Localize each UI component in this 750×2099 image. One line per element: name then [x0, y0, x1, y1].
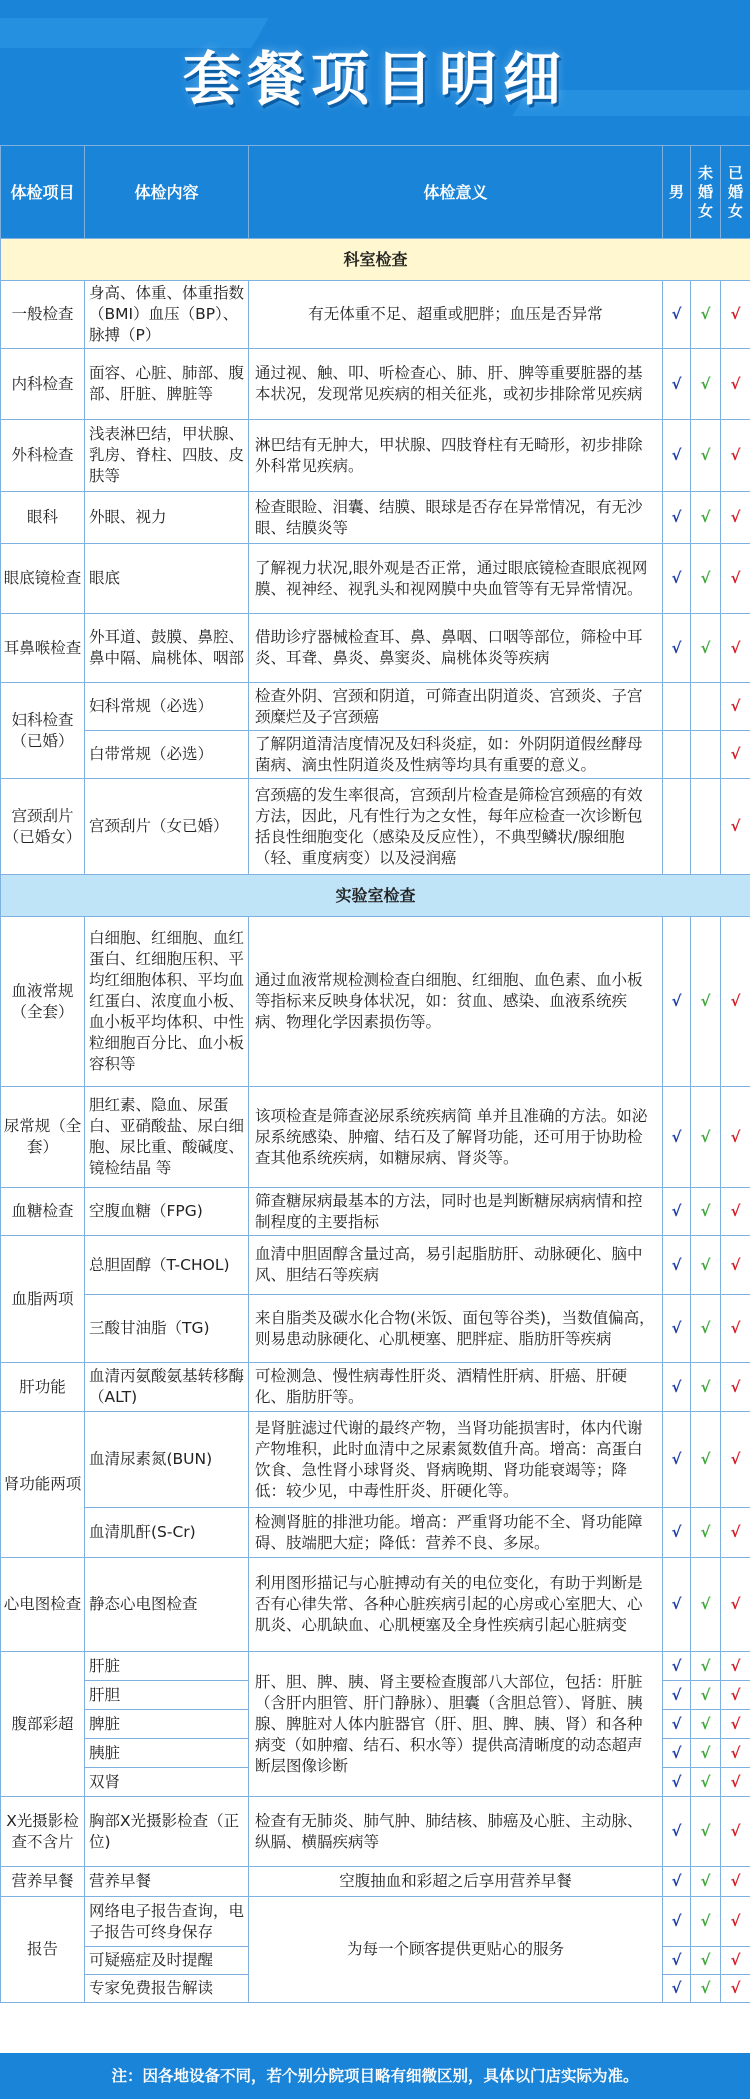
row-content: 身高、体重、体重指数（BMI）血压（BP）、脉搏（P）	[85, 281, 249, 349]
row-content: 双肾	[85, 1768, 249, 1797]
row-item: 尿常规（全套）	[1, 1087, 85, 1188]
married-check: √	[721, 917, 750, 1087]
page-title: 套餐项目明细	[182, 45, 567, 113]
table-row	[1, 492, 750, 544]
row-meaning: 了解阴道清洁度情况及妇科炎症，如：外阴阴道假丝酵母菌病、滴虫性阴道炎及性病等均具有重要的意义。	[249, 731, 663, 779]
unmarried-check: √	[691, 1412, 721, 1508]
row-item: 血液常规（全套）	[1, 917, 85, 1087]
row-content: 外眼、视力	[85, 492, 249, 544]
married-check: √	[721, 1652, 750, 1681]
row-item: X光摄影检查不含片	[1, 1797, 85, 1867]
table-row	[1, 544, 750, 614]
row-item: 血脂两项	[1, 1236, 85, 1363]
row-content: 眼底	[85, 544, 249, 614]
unmarried-check: √	[691, 1652, 721, 1681]
male-check: √	[663, 1236, 691, 1295]
row-content: 专家免费报告解读	[85, 1975, 249, 2003]
unmarried-check: √	[691, 1947, 721, 1975]
banner	[0, 0, 750, 145]
married-check: √	[721, 1768, 750, 1797]
male-check: √	[663, 1681, 691, 1710]
row-meaning: 宫颈癌的发生率很高，宫颈刮片检查是筛检宫颈癌的有效方法，因此，凡有性行为之女性，每年应检查一次诊断包括良性细胞变化（感染及反应性），不典型鳞状/腺细胞（轻、重度病变）以及浸润癌	[249, 779, 663, 875]
row-item: 眼科	[1, 492, 85, 544]
unmarried-check: √	[691, 349, 721, 420]
married-check: √	[721, 1867, 750, 1897]
male-check: √	[663, 1558, 691, 1652]
table-row	[1, 1897, 750, 1947]
unmarried-check: √	[691, 281, 721, 349]
row-content: 血清丙氨酸氨基转移酶（ALT)	[85, 1363, 249, 1412]
table-row	[1, 683, 750, 731]
married-check: √	[721, 281, 750, 349]
male-cell	[663, 683, 691, 731]
row-meaning: 为每一个顾客提供更贴心的服务	[249, 1897, 663, 2003]
section-title: 科室检查	[1, 239, 750, 281]
male-check: √	[663, 1975, 691, 2003]
table-row	[1, 349, 750, 420]
male-check: √	[663, 492, 691, 544]
row-content: 浅表淋巴结，甲状腺、乳房、脊柱、四肢、皮肤等	[85, 420, 249, 492]
row-meaning: 血清中胆固醇含量过高，易引起脂肪肝、动脉硬化、脑中风、胆结石等疾病	[249, 1236, 663, 1295]
row-meaning: 筛查糖尿病最基本的方法，同时也是判断糖尿病病情和控制程度的主要指标	[249, 1188, 663, 1236]
row-meaning: 可检测急、慢性病毒性肝炎、酒精性肝病、肝癌、肝硬化、脂肪肝等。	[249, 1363, 663, 1412]
row-content: 胸部X光摄影检查（正位)	[85, 1797, 249, 1867]
row-content: 白细胞、红细胞、血红蛋白、红细胞压积、平均红细胞体积、平均血红蛋白、浓度血小板、血小板平均体积、中性粒细胞百分比、血小板容积等	[85, 917, 249, 1087]
row-meaning: 检测肾脏的排泄功能。增高：严重肾功能不全、肾功能障碍、肢端肥大症；降低：营养不良、多尿。	[249, 1508, 663, 1558]
table-row	[1, 731, 750, 779]
row-content: 肝脏	[85, 1652, 249, 1681]
male-check: √	[663, 1508, 691, 1558]
header-unmarried: 未婚女	[691, 146, 721, 239]
row-content: 静态心电图检查	[85, 1558, 249, 1652]
unmarried-cell	[691, 779, 721, 875]
table-row	[1, 1797, 750, 1867]
married-check: √	[721, 1087, 750, 1188]
row-content: 脾脏	[85, 1710, 249, 1739]
header-male: 男	[663, 146, 691, 239]
table-row	[1, 281, 750, 349]
row-item: 宫颈刮片（已婚女）	[1, 779, 85, 875]
married-check: √	[721, 1508, 750, 1558]
row-meaning: 淋巴结有无肿大，甲状腺、四肢脊柱有无畸形，初步排除外科常见疾病。	[249, 420, 663, 492]
married-check: √	[721, 614, 750, 683]
married-check: √	[721, 492, 750, 544]
unmarried-check: √	[691, 1739, 721, 1768]
male-check: √	[663, 1412, 691, 1508]
unmarried-check: √	[691, 1710, 721, 1739]
unmarried-check: √	[691, 544, 721, 614]
table-row	[1, 1188, 750, 1236]
row-content: 白带常规（必选）	[85, 731, 249, 779]
row-item: 耳鼻喉检查	[1, 614, 85, 683]
row-item: 眼底镜检查	[1, 544, 85, 614]
male-check: √	[663, 1768, 691, 1797]
male-check: √	[663, 420, 691, 492]
married-check: √	[721, 731, 750, 779]
unmarried-cell	[691, 683, 721, 731]
male-check: √	[663, 349, 691, 420]
row-content: 网络电子报告查询，电子报告可终身保存	[85, 1897, 249, 1947]
row-meaning: 空腹抽血和彩超之后享用营养早餐	[249, 1867, 663, 1897]
row-meaning: 通过视、触、叩、听检查心、肺、肝、脾等重要脏器的基本状况，发现常见疾病的相关征兆，或初步排除常见疾病	[249, 349, 663, 420]
married-check: √	[721, 683, 750, 731]
male-check: √	[663, 1087, 691, 1188]
row-item: 肾功能两项	[1, 1412, 85, 1558]
male-check: √	[663, 1652, 691, 1681]
married-check: √	[721, 1975, 750, 2003]
row-content: 外耳道、鼓膜、鼻腔、鼻中隔、扁桃体、咽部	[85, 614, 249, 683]
section-lab	[1, 875, 750, 917]
row-content: 营养早餐	[85, 1867, 249, 1897]
unmarried-check: √	[691, 1797, 721, 1867]
married-check: √	[721, 1236, 750, 1295]
header-content: 体检内容	[85, 146, 249, 239]
unmarried-check: √	[691, 1188, 721, 1236]
unmarried-check: √	[691, 1558, 721, 1652]
unmarried-check: √	[691, 1897, 721, 1947]
male-check: √	[663, 1947, 691, 1975]
male-check: √	[663, 917, 691, 1087]
unmarried-check: √	[691, 1295, 721, 1363]
table-row	[1, 1295, 750, 1363]
table-row	[1, 1412, 750, 1508]
row-meaning: 检查眼睑、泪囊、结膜、眼球是否存在异常情况，有无沙眼、结膜炎等	[249, 492, 663, 544]
married-check: √	[721, 349, 750, 420]
row-item: 报告	[1, 1897, 85, 2003]
unmarried-check: √	[691, 492, 721, 544]
married-check: √	[721, 1412, 750, 1508]
table-row	[1, 1867, 750, 1897]
header-item: 体检项目	[1, 146, 85, 239]
row-content: 妇科常规（必选）	[85, 683, 249, 731]
table-row	[1, 420, 750, 492]
married-check: √	[721, 1710, 750, 1739]
male-check: √	[663, 1897, 691, 1947]
row-item: 营养早餐	[1, 1867, 85, 1897]
row-meaning: 来自脂类及碳水化合物(米饭、面包等谷类)，当数值偏高，则易患动脉硬化、心肌梗塞、肥胖症、脂肪肝等疾病	[249, 1295, 663, 1363]
row-item: 外科检查	[1, 420, 85, 492]
table-row	[1, 1236, 750, 1295]
male-check: √	[663, 614, 691, 683]
married-check: √	[721, 1947, 750, 1975]
row-content: 总胆固醇（T-CHOL)	[85, 1236, 249, 1295]
unmarried-check: √	[691, 917, 721, 1087]
row-item: 心电图检查	[1, 1558, 85, 1652]
married-check: √	[721, 1558, 750, 1652]
row-meaning: 借助诊疗器械检查耳、鼻、鼻咽、口咽等部位，筛检中耳炎、耳聋、鼻炎、鼻窦炎、扁桃体炎等疾病	[249, 614, 663, 683]
married-check: √	[721, 420, 750, 492]
unmarried-check: √	[691, 1975, 721, 2003]
unmarried-check: √	[691, 1681, 721, 1710]
male-check: √	[663, 1710, 691, 1739]
unmarried-check: √	[691, 1508, 721, 1558]
unmarried-check: √	[691, 614, 721, 683]
row-content: 宫颈刮片（女已婚）	[85, 779, 249, 875]
male-check: √	[663, 1188, 691, 1236]
married-check: √	[721, 1188, 750, 1236]
male-check: √	[663, 1739, 691, 1768]
male-check: √	[663, 1295, 691, 1363]
row-meaning: 通过血液常规检测检查白细胞、红细胞、血色素、血小板等指标来反映身体状况，如：贫血、感染、血液系统疾病、物理化学因素损伤等。	[249, 917, 663, 1087]
table-row	[1, 917, 750, 1087]
row-content: 三酸甘油脂（TG)	[85, 1295, 249, 1363]
unmarried-check: √	[691, 1363, 721, 1412]
male-check: √	[663, 1867, 691, 1897]
unmarried-check: √	[691, 1768, 721, 1797]
header-meaning: 体检意义	[249, 146, 663, 239]
row-item: 肝功能	[1, 1363, 85, 1412]
package-table	[0, 145, 750, 2003]
male-cell	[663, 731, 691, 779]
row-content: 胆红素、隐血、尿蛋白、亚硝酸盐、尿白细胞、尿比重、酸碱度、镜检结晶 等	[85, 1087, 249, 1188]
table-row	[1, 1087, 750, 1188]
unmarried-check: √	[691, 1236, 721, 1295]
section-clinic	[1, 239, 750, 281]
row-meaning: 利用图形描记与心脏搏动有关的电位变化，有助于判断是否有心律失常、各种心脏疾病引起的心房或心室肥大、心肌炎、心肌缺血、心肌梗塞及全身性疾病引起心脏病变	[249, 1558, 663, 1652]
footer-note: 注：因各地设备不同，若个别分院项目略有细微区别，具体以门店实际为准。	[0, 2053, 750, 2099]
table-row	[1, 614, 750, 683]
married-check: √	[721, 1681, 750, 1710]
table-row	[1, 1558, 750, 1652]
male-check: √	[663, 281, 691, 349]
unmarried-check: √	[691, 420, 721, 492]
table-row	[1, 1508, 750, 1558]
unmarried-check: √	[691, 1867, 721, 1897]
male-check: √	[663, 1797, 691, 1867]
row-content: 可疑癌症及时提醒	[85, 1947, 249, 1975]
married-check: √	[721, 1897, 750, 1947]
row-content: 面容、心脏、肺部、腹部、肝脏、脾脏等	[85, 349, 249, 420]
married-check: √	[721, 1739, 750, 1768]
row-meaning: 肝、胆、脾、胰、肾主要检查腹部八大部位，包括：肝脏（含肝内胆管、肝门静脉）、胆囊（含胆总管）、肾脏、胰腺、脾脏对人体内脏器官（肝、胆、脾、胰、肾）和各种病变（如肿瘤、结石、积水等）提供高清晰度的动态超声断层图像诊断	[249, 1652, 663, 1797]
row-meaning: 该项检查是筛查泌尿系统疾病简 单并且准确的方法。如泌尿系统感染、肿瘤、结石及了解肾功能，还可用于协助检查其他系统疾病，如糖尿病、肾炎等。	[249, 1087, 663, 1188]
row-content: 血清肌酐(S-Cr)	[85, 1508, 249, 1558]
row-item: 内科检查	[1, 349, 85, 420]
row-item: 血糖检查	[1, 1188, 85, 1236]
section-title: 实验室检查	[1, 875, 750, 917]
row-meaning: 检查外阴、宫颈和阴道，可筛查出阴道炎、宫颈炎、子宫颈糜烂及子宫颈癌	[249, 683, 663, 731]
table-row	[1, 1363, 750, 1412]
row-content: 血清尿素氮(BUN)	[85, 1412, 249, 1508]
married-check: √	[721, 779, 750, 875]
male-check: √	[663, 1363, 691, 1412]
row-content: 胰脏	[85, 1739, 249, 1768]
married-check: √	[721, 544, 750, 614]
unmarried-check: √	[691, 1087, 721, 1188]
row-meaning: 检查有无肺炎、肺气肿、肺结核、肺癌及心脏、主动脉、纵膈、横膈疾病等	[249, 1797, 663, 1867]
row-meaning: 是肾脏滤过代谢的最终产物，当肾功能损害时，体内代谢产物堆积，此时血清中之尿素氮数值升高。增高：高蛋白饮食、急性肾小球肾炎、肾病晚期、肾功能衰竭等；降低：较少见，中毒性肝炎、肝硬化等。	[249, 1412, 663, 1508]
row-item: 腹部彩超	[1, 1652, 85, 1797]
row-meaning: 了解视力状况,眼外观是否正常，通过眼底镜检查眼底视网膜、视神经、视乳头和视网膜中央血管等有无异常情况。	[249, 544, 663, 614]
row-content: 肝胆	[85, 1681, 249, 1710]
row-meaning: 有无体重不足、超重或肥胖；血压是否异常	[249, 281, 663, 349]
married-check: √	[721, 1363, 750, 1412]
male-cell	[663, 779, 691, 875]
table-row	[1, 779, 750, 875]
married-check: √	[721, 1295, 750, 1363]
male-check: √	[663, 544, 691, 614]
row-item: 一般检查	[1, 281, 85, 349]
row-content: 空腹血糖（FPG)	[85, 1188, 249, 1236]
table-header	[1, 146, 750, 239]
header-married: 已婚女	[721, 146, 750, 239]
table-row	[1, 1652, 750, 1681]
row-item: 妇科检查（已婚）	[1, 683, 85, 779]
married-check: √	[721, 1797, 750, 1867]
unmarried-cell	[691, 731, 721, 779]
